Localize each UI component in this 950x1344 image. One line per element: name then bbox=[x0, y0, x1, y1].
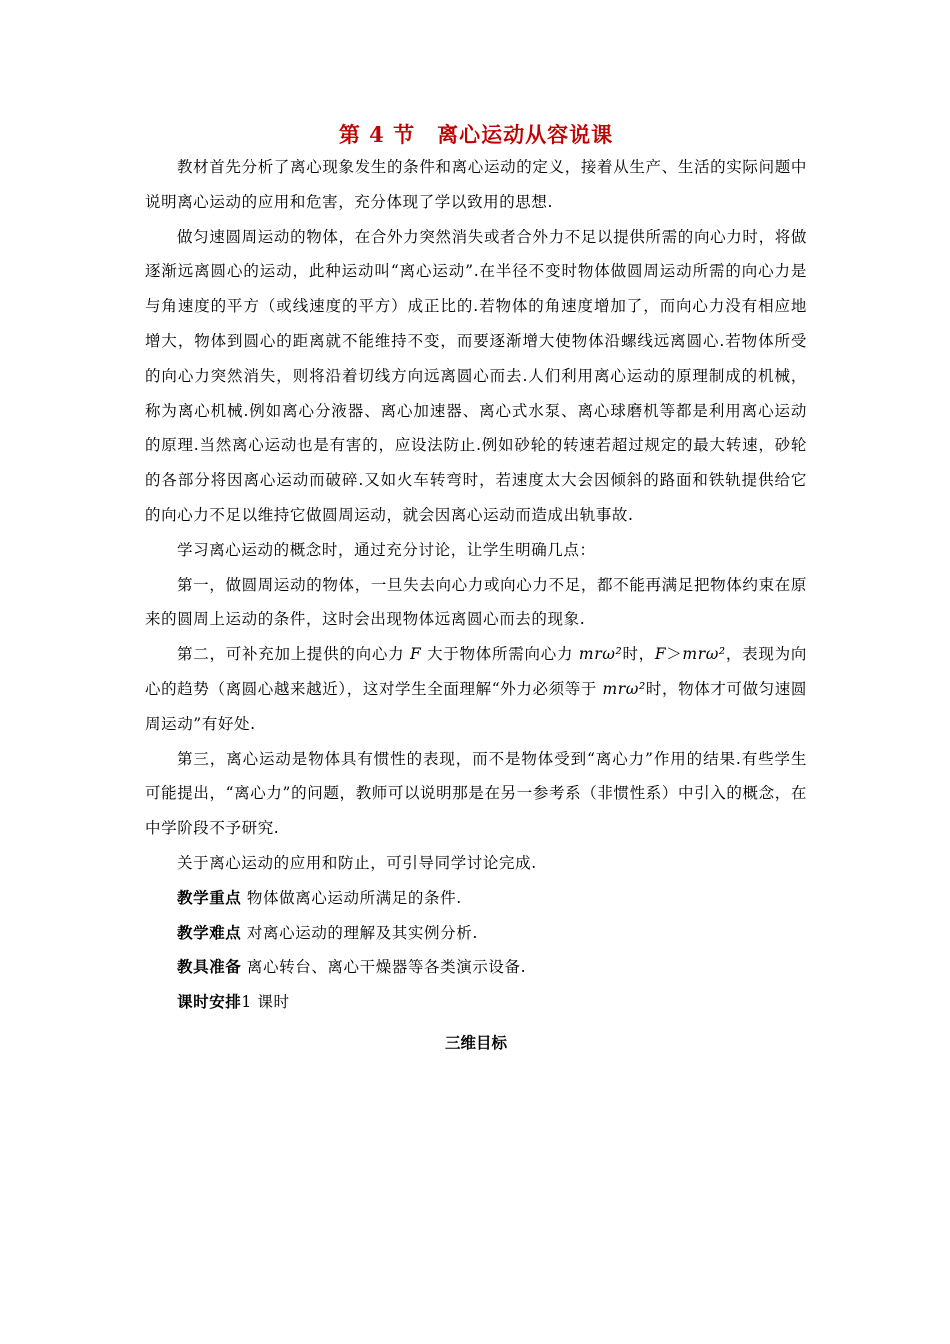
point-two-text-4: ，表现为向心的趋势（离圆心越来越近），这对学生全面理解“外力必须等于 bbox=[145, 645, 807, 698]
formula-mrw2-2: mrω² bbox=[682, 645, 726, 664]
document-page bbox=[145, 120, 807, 1061]
application-paragraph: 关于离心运动的应用和防止，可引导同学讨论完成. bbox=[177, 853, 537, 872]
difficulty-label: 教学难点 bbox=[177, 922, 242, 942]
definition-paragraph: 做匀速圆周运动的物体，在合外力突然消失或者合外力不足以提供所需的向心力时，将做逐渐远离圆心的运动，此种运动叫“离心运动”.在半径不变时物体做圆周运动所需的向心力是与角速度的平方（或线速度的平方）成正比的.若物体的角速度增加了，而向心力没有相应地增大，物体到圆心的距离就不能维持不变，而要逐渐增大使物体沿螺线远离圆心.若物体所受的向心力突然消失，则将沿着切线方向远离圆心而去.人们利用离心运动的原理制成的机械，称为离心机械.例如离心分液器、离心加速器、离心式水泵、离心球磨机等都是利用离心运动的原理.当然离心运动也是有害的，应设法防止.例如砂轮的转速若超过规定的最大转速，砂轮的各部分将因离心运动而破碎.又如火车转弯时，若速度太大会因倾斜的路面和铁轨提供给它的向心力不足以维持它做圆周运动，就会因离心运动而造成出轨事故. bbox=[145, 227, 807, 524]
formula-mrw2-3: mrω² bbox=[602, 679, 646, 698]
point-three-paragraph: 第三，离心运动是物体具有惯性的表现，而不是物体受到“离心力”作用的结果.有些学生可能提出，“离心力”的问题，教师可以说明那是在另一参考系（非惯性系）中引入的概念，在中学阶段不予研究. bbox=[145, 749, 807, 838]
formula-mrw2: mrω² bbox=[578, 645, 623, 664]
point-two-text-1: 第二，可补充加上提供的向心力 bbox=[177, 645, 411, 664]
discussion-intro-paragraph: 学习离心运动的概念时，通过充分讨论，让学生明确几点： bbox=[177, 540, 596, 559]
point-two-text-2: 大于物体所需向心力 bbox=[421, 645, 579, 664]
difficulty-text: 对离心运动的理解及其实例分析. bbox=[241, 923, 478, 942]
schedule-label: 课时安排 bbox=[177, 992, 242, 1012]
point-two-text-3: 时， bbox=[622, 645, 655, 664]
equipment-line bbox=[145, 950, 807, 985]
key-point-text: 物体做离心运动所满足的条件. bbox=[241, 888, 462, 907]
greater-than-sign: ＞ bbox=[666, 645, 683, 664]
key-point-label: 教学重点 bbox=[177, 887, 242, 907]
intro-paragraph: 教材首先分析了离心现象发生的条件和离心运动的定义，接着从生产、生活的实际问题中说明离心运动的应用和危害，充分体现了学以致用的思想. bbox=[145, 158, 807, 211]
force-symbol-2: F bbox=[654, 645, 667, 664]
point-two-paragraph bbox=[145, 637, 807, 741]
section-heading: 三维目标 bbox=[444, 1032, 507, 1052]
equipment-label: 教具准备 bbox=[177, 957, 242, 977]
force-symbol: F bbox=[410, 645, 422, 664]
schedule-line bbox=[145, 985, 807, 1020]
difficulty-line bbox=[145, 916, 807, 951]
equipment-text: 离心转台、离心干燥器等各类演示设备. bbox=[241, 958, 527, 977]
key-point-line bbox=[145, 881, 807, 916]
page-title: 第 4 节 离心运动从容说课 bbox=[338, 122, 614, 147]
schedule-text: 1 课时 bbox=[241, 993, 290, 1012]
point-two-text-5: 时，物体才可做匀速圆周运动”有好处. bbox=[145, 679, 807, 733]
point-one-paragraph: 第一，做圆周运动的物体，一旦失去向心力或向心力不足，都不能再满足把物体约束在原来的圆周上运动的条件，这时会出现物体远离圆心而去的现象. bbox=[145, 575, 807, 629]
